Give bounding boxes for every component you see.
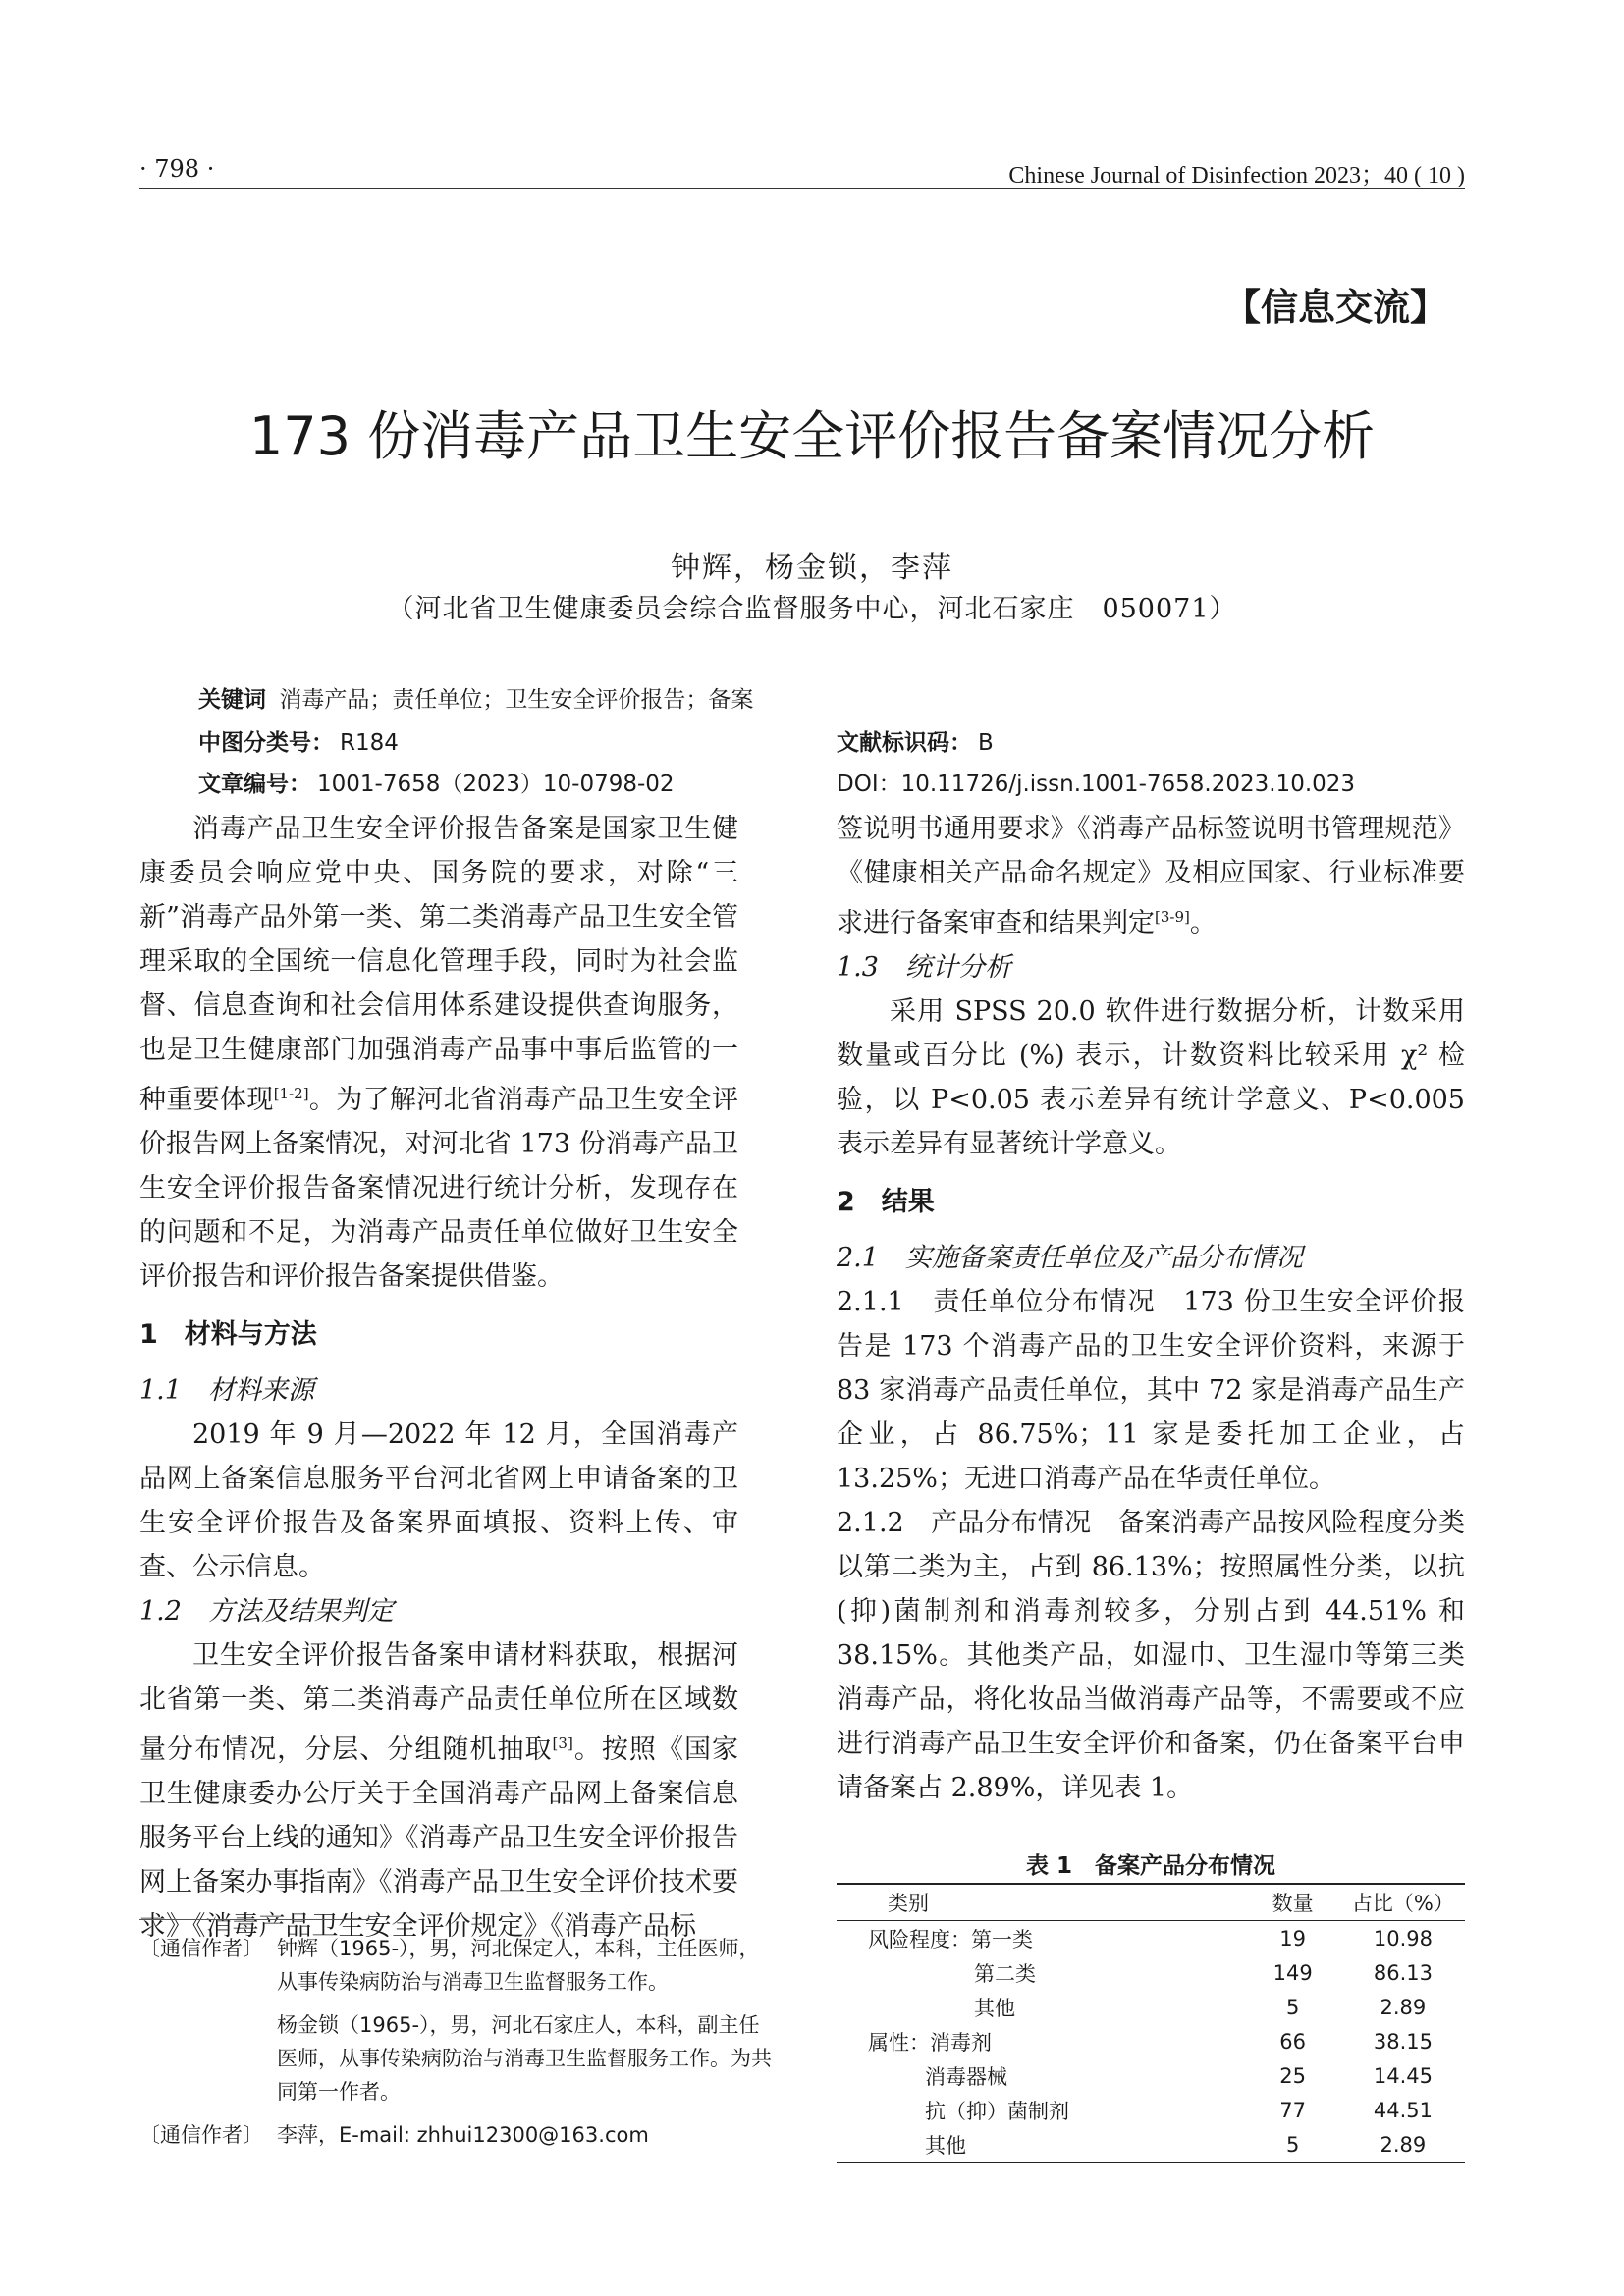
affiliation: （河北省卫生健康委员会综合监督服务中心，河北石家庄 050071） xyxy=(387,594,1237,624)
row-count: 5 xyxy=(1244,2127,1340,2163)
article-no-label: 文章编号： xyxy=(198,772,311,797)
row-count: 5 xyxy=(1285,1995,1300,2019)
section-heading-2: 2 结果 xyxy=(837,1187,935,1217)
row-category: 属性：消毒剂 xyxy=(868,2030,992,2055)
footnote-label: 〔通信作者〕 xyxy=(139,2123,263,2147)
right-column xyxy=(837,807,1465,1810)
row-percent: 86.13 xyxy=(1373,1960,1433,1985)
keywords-label: 关键词 xyxy=(198,687,266,713)
footnote-author-1: 钟辉（1965-），男，河北保定人，本科，主任医师，从事传染病防治与消毒卫生监督服务工作。 xyxy=(277,1937,760,1994)
subsection-heading-1-1: 1.1 材料来源 xyxy=(139,1375,314,1406)
paragraph-2-1-1: 2.1.1 责任单位分布情况 173 份卫生安全评价报告是 173 个消毒产品的卫生安全评价资料，来源于 83 家消毒产品责任单位，其中 72 家是消毒产品生产企业，占 86.75%；11 家是委托加工企业，占 13.25%；无进口消毒产品在华责任单位。 xyxy=(837,1287,1465,1494)
row-percent: 44.51 xyxy=(1373,2098,1433,2122)
clc-value: R184 xyxy=(340,730,399,756)
footnote-corresponding: 李萍，E-mail: zhhui12300@163.com xyxy=(277,2123,649,2147)
table-row xyxy=(837,2127,1465,2163)
row-count: 66 xyxy=(1279,2029,1306,2054)
authors: 钟辉，杨金锁，李萍 xyxy=(671,551,953,585)
header-percent: 占比（%） xyxy=(1341,1884,1465,1921)
clc-label: 中图分类号： xyxy=(198,730,334,756)
keywords: 消毒产品；责任单位；卫生安全评价报告；备案 xyxy=(279,687,754,713)
row-category: 抗（抑）菌制剂 xyxy=(925,2099,1069,2123)
table-row xyxy=(837,1990,1465,2024)
row-category: 消毒器械 xyxy=(925,2064,1007,2089)
article-no-line xyxy=(198,766,675,798)
table-row xyxy=(837,1921,1465,1956)
row-category: 其他 xyxy=(837,2127,1244,2163)
row-percent: 14.45 xyxy=(1373,2063,1433,2088)
journal-header: Chinese Journal of Disinfection 2023；40 ( 10 ) xyxy=(1008,163,1465,188)
paragraph-2-1-2: 2.1.2 产品分布情况 备案消毒产品按风险程度分类以第二类为主，占到 86.13%；按照属性分类，以抗(抑)菌制剂和消毒剂较多，分别占到 44.51% 和 38.15%。其他类产品，如湿巾、卫生湿巾等第三类消毒产品，将化妆品当做消毒产品等，不需要或不应进行消毒产品卫生安全评价和备案，仍在备案平台申请备案占 2.89%，详见表 1。 xyxy=(837,1508,1465,1803)
subsection-heading-1-3: 1.3 统计分析 xyxy=(837,952,1011,983)
row-count: 19 xyxy=(1279,1926,1306,1950)
citation: [3] xyxy=(552,1735,573,1752)
footnote-rule xyxy=(139,1919,375,1920)
row-percent: 10.98 xyxy=(1373,1926,1433,1950)
row-percent: 2.89 xyxy=(1380,1995,1427,2019)
header-category: 类别 xyxy=(837,1884,1244,1921)
header-count: 数量 xyxy=(1244,1884,1340,1921)
subsection-heading-1-2: 1.2 方法及结果判定 xyxy=(139,1596,394,1627)
row-percent: 38.15 xyxy=(1373,2029,1433,2054)
header-rule xyxy=(139,188,1465,189)
paragraph-1-2: 卫生安全评价报告备案申请材料获取，根据河北省第一类、第二类消毒产品责任单位所在区域数量分布情况，分层、分组随机抽取[3]。按照《国家卫生健康委办公厅关于全国消毒产品网上备案信息服务平台上线的通知》《消毒产品卫生安全评价报告网上备案办事指南》《消毒产品卫生安全评价技术要求》《消毒产品卫生安全评价规定》《消毒产品标 xyxy=(139,1640,739,1942)
row-count: 149 xyxy=(1272,1960,1313,1985)
left-column xyxy=(139,807,738,1949)
keywords-line xyxy=(198,681,753,714)
section-tag: 【信息交流】 xyxy=(1222,286,1447,329)
footnote-label: 〔通信作者〕 xyxy=(139,1937,263,1960)
table-header-row xyxy=(837,1884,1465,1921)
intro-paragraph: 消毒产品卫生安全评价报告备案是国家卫生健康委员会响应党中央、国务院的要求，对除“三新”消毒产品外第一类、第二类消毒产品卫生安全管理采取的全国统一信息化管理手段，同时为社会监督、信息查询和社会信用体系建设提供查询服务，也是卫生健康部门加强消毒产品事中事后监管的一种重要体现[1-2]。为了解河北省消毒产品卫生安全评价报告网上备案情况，对河北省 173 份消毒产品卫生安全评价报告备案情况进行统计分析，发现存在的问题和不足，为消毒产品责任单位做好卫生安全评价报告和评价报告备案提供借鉴。 xyxy=(139,814,739,1292)
table-row xyxy=(837,2024,1465,2058)
doc-code-line xyxy=(837,724,994,757)
table-caption: 表 1 备案产品分布情况 xyxy=(1025,1853,1275,1879)
row-category: 风险程度：第一类 xyxy=(868,1927,1033,1951)
row-count: 25 xyxy=(1279,2063,1306,2088)
doi: DOI：10.11726/j.issn.1001-7658.2023.10.023 xyxy=(837,772,1356,797)
table-row xyxy=(837,2058,1465,2093)
paragraph-1-1: 2019 年 9 月—2022 年 12 月，全国消毒产品网上备案信息服务平台河北省网上申请备案的卫生安全评价报告及备案界面填报、资料上传、审查、公示信息。 xyxy=(139,1419,738,1582)
article-no-value: 1001-7658（2023）10-0798-02 xyxy=(317,772,675,797)
row-category: 其他 xyxy=(974,1996,1015,2020)
footnote-author-2: 杨金锁（1965-），男，河北石家庄人，本科，副主任医师，从事传染病防治与消毒卫生监督服务工作。为共同第一作者。 xyxy=(277,2013,772,2104)
citation: [3-9] xyxy=(1155,908,1190,926)
row-percent: 2.89 xyxy=(1341,2127,1465,2163)
row-count: 77 xyxy=(1279,2098,1306,2122)
article-title: 173 份消毒产品卫生安全评价报告备案情况分析 xyxy=(248,405,1376,467)
section-heading-1: 1 材料与方法 xyxy=(139,1319,317,1350)
citation: [1-2] xyxy=(273,1085,309,1102)
table-row xyxy=(837,1955,1465,1990)
paragraph-continued: 签说明书通用要求》《消毒产品标签说明书管理规范》《健康相关产品命名规定》及相应国家、行业标准要求进行备案审查和结果判定[3-9]。 xyxy=(837,814,1465,938)
row-category: 第二类 xyxy=(974,1961,1036,1986)
table-row xyxy=(837,2093,1465,2127)
clc-line xyxy=(198,724,399,757)
doc-code-value: B xyxy=(978,730,994,756)
subsection-heading-2-1: 2.1 实施备案责任单位及产品分布情况 xyxy=(837,1243,1303,1273)
paragraph-1-3: 采用 SPSS 20.0 软件进行数据分析，计数采用数量或百分比 (%) 表示，计数资料比较采用 χ² 检验，以 P<0.05 表示差异有统计学意义、P<0.005 表示差异有显著统计学意义。 xyxy=(837,996,1465,1159)
doc-code-label: 文献标识码： xyxy=(837,730,972,756)
table-1 xyxy=(837,1883,1465,2163)
page-number: · 798 · xyxy=(139,155,215,183)
